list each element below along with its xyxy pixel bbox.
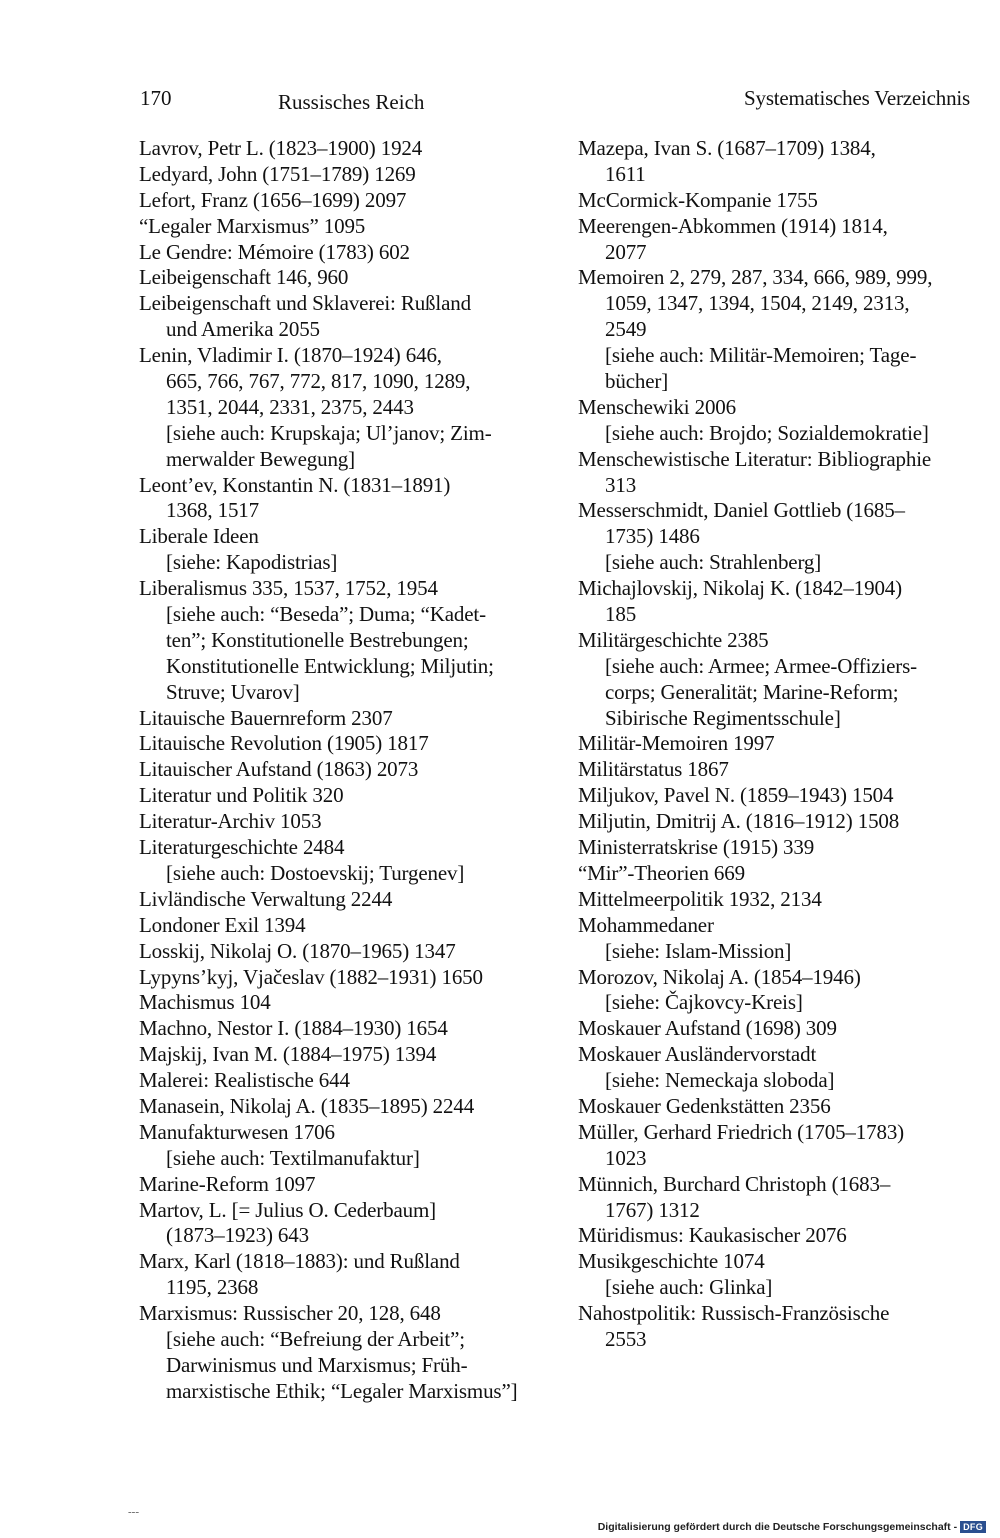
index-entry-continuation: [siehe: Kapodistrias] — [166, 550, 338, 575]
index-entry: Leibeigenschaft 146, 960 — [139, 265, 349, 290]
index-entry-continuation: [siehe auch: Brojdo; Sozialdemokratie] — [605, 420, 929, 445]
index-entry: Mittelmeerpolitik 1932, 2134 — [578, 886, 822, 911]
index-entry: Le Gendre: Mémoire (1783) 602 — [139, 239, 410, 264]
index-entry: Memoiren 2, 279, 287, 334, 666, 989, 999, — [578, 265, 933, 290]
index-entry: Ledyard, John (1751–1789) 1269 — [139, 161, 416, 186]
footer-credit — [598, 1521, 986, 1533]
index-entry: Menschewistische Literatur: Bibliographie — [578, 446, 932, 471]
index-entry-continuation: corps; Generalität; Marine-Reform; — [605, 679, 899, 704]
index-entry: Mazepa, Ivan S. (1687–1709) 1384, — [578, 136, 876, 160]
index-entry-continuation: [siehe auch: “Beseda”; Duma; “Kadet- — [166, 602, 486, 627]
index-entry-continuation: 1195, 2368 — [166, 1275, 259, 1300]
index-entry: Losskij, Nikolaj O. (1870–1965) 1347 — [139, 938, 456, 963]
index-entry: Morozov, Nikolaj A. (1854–1946) — [578, 964, 861, 989]
index-entry: Messerschmidt, Daniel Gottlieb (1685– — [578, 498, 905, 523]
index-entry-continuation: 665, 766, 767, 772, 817, 1090, 1289, — [166, 369, 471, 394]
index-entry: Literatur-Archiv 1053 — [139, 809, 322, 834]
index-entry-continuation: 1735) 1486 — [605, 524, 700, 549]
index-entry: Litauische Revolution (1905) 1817 — [139, 731, 429, 756]
index-entry: Meerengen-Abkommen (1914) 1814, — [578, 213, 888, 238]
index-entry: Ministerratskrise (1915) 339 — [578, 835, 815, 860]
index-entry-continuation: Sibirische Regimentsschule] — [605, 705, 841, 730]
page-header — [140, 86, 970, 116]
index-entry: Moskauer Ausländervorstadt — [578, 1042, 817, 1067]
index-entry-continuation: [siehe auch: Militär-Memoiren; Tage- — [605, 343, 917, 368]
index-entry-continuation: marxistische Ethik; “Legaler Marxismus”] — [166, 1378, 518, 1403]
index-entry-continuation: merwalder Bewegung] — [166, 446, 355, 471]
index-entry-continuation: Struve; Uvarov] — [166, 679, 300, 704]
index-entry-continuation: [siehe: Nemeckaja sloboda] — [605, 1068, 835, 1093]
index-column-right — [578, 136, 978, 1353]
index-entry: Miljutin, Dmitrij A. (1816–1912) 1508 — [578, 809, 900, 834]
index-entry: Majskij, Ivan M. (1884–1975) 1394 — [139, 1042, 437, 1067]
index-entry: Manufakturwesen 1706 — [139, 1119, 335, 1144]
index-entry: Militär-Memoiren 1997 — [578, 731, 775, 756]
index-entry: Martov, L. [= Julius O. Cederbaum] — [139, 1197, 436, 1222]
index-entry: Machismus 104 — [139, 990, 271, 1015]
index-entry: Londoner Exil 1394 — [139, 912, 306, 937]
dfg-logo-icon: DFG — [960, 1521, 986, 1533]
index-entry-continuation: [siehe auch: Dostoevskij; Turgenev] — [166, 860, 465, 885]
index-entry-continuation: [siehe auch: Textilmanufaktur] — [166, 1145, 420, 1170]
footer-mark: --- — [128, 1506, 139, 1518]
index-entry-continuation: ten”; Konstitutionelle Bestrebungen; — [166, 627, 469, 652]
page-number: 170 — [140, 86, 172, 110]
index-entry-continuation: [siehe auch: Krupskaja; Ul’janov; Zim- — [166, 420, 492, 445]
index-entry: Marx, Karl (1818–1883): und Rußland — [139, 1249, 460, 1274]
index-entry: Liberalismus 335, 1537, 1752, 1954 — [139, 576, 438, 601]
index-entry-continuation: und Amerika 2055 — [166, 317, 320, 342]
index-entry-continuation: 1767) 1312 — [605, 1197, 700, 1222]
index-entry-continuation: 2549 — [605, 317, 647, 342]
index-entry: Literaturgeschichte 2484 — [139, 835, 345, 860]
index-entry: Machno, Nestor I. (1884–1930) 1654 — [139, 1016, 448, 1041]
index-entry: Müridismus: Kaukasischer 2076 — [578, 1223, 847, 1248]
index-entry-continuation: 1351, 2044, 2331, 2375, 2443 — [166, 394, 414, 419]
index-entry-continuation: 1023 — [605, 1145, 647, 1170]
index-entry: Lenin, Vladimir I. (1870–1924) 646, — [139, 343, 442, 368]
index-entry: Lefort, Franz (1656–1699) 2097 — [139, 187, 407, 212]
index-entry: “Legaler Marxismus” 1095 — [139, 213, 366, 238]
index-entry: Marine-Reform 1097 — [139, 1171, 316, 1196]
index-entry-continuation: 313 — [605, 472, 637, 497]
index-entry-continuation: [siehe auch: Strahlenberg] — [605, 550, 822, 575]
index-entry-continuation: 2077 — [605, 239, 647, 264]
running-title: Russisches Reich — [278, 90, 425, 114]
index-entry: Manasein, Nikolaj A. (1835–1895) 2244 — [139, 1093, 475, 1118]
index-entry: Nahostpolitik: Russisch-Französische — [578, 1301, 890, 1326]
index-entry: Litauische Bauernreform 2307 — [139, 705, 393, 730]
footer-credit-text: Digitalisierung gefördert durch die Deutsche Forschungsgemeinschaft - — [597, 1521, 958, 1533]
index-entry: Militärstatus 1867 — [578, 757, 729, 782]
index-entry-continuation: [siehe auch: Armee; Armee-Offiziers- — [605, 653, 917, 678]
index-entry: Leont’ev, Konstantin N. (1831–1891) — [139, 472, 451, 497]
index-entry-continuation: Konstitutionelle Entwicklung; Miljutin; — [166, 653, 494, 678]
index-entry-continuation: [siehe auch: “Befreiung der Arbeit”; — [166, 1326, 465, 1351]
index-entry: Marxismus: Russischer 20, 128, 648 — [139, 1301, 441, 1326]
index-entry: Litauischer Aufstand (1863) 2073 — [139, 757, 419, 782]
index-entry: Lypyns’kyj, Vjačeslav (1882–1931) 1650 — [139, 964, 483, 989]
index-entry: Militärgeschichte 2385 — [578, 627, 769, 652]
index-entry: Münnich, Burchard Christoph (1683– — [578, 1171, 891, 1196]
index-entry-continuation: Darwinismus und Marxismus; Früh- — [166, 1352, 468, 1377]
index-entry: Livländische Verwaltung 2244 — [139, 886, 393, 911]
index-entry-continuation: [siehe: Čajkovcy-Kreis] — [605, 990, 803, 1015]
index-entry-continuation: bücher] — [605, 369, 669, 394]
index-entry-continuation: (1873–1923) 643 — [166, 1223, 309, 1248]
index-entry: Miljukov, Pavel N. (1859–1943) 1504 — [578, 783, 894, 808]
index-entry: Müller, Gerhard Friedrich (1705–1783) — [578, 1119, 905, 1144]
section-title: Systematisches Verzeichnis — [744, 86, 970, 110]
index-entry: Menschewiki 2006 — [578, 394, 736, 419]
index-column-left — [139, 136, 579, 1405]
index-entry-continuation: 1368, 1517 — [166, 498, 260, 523]
index-entry-continuation: 185 — [605, 602, 637, 627]
index-entry: Moskauer Aufstand (1698) 309 — [578, 1016, 837, 1041]
index-entry-continuation: [siehe auch: Glinka] — [605, 1275, 773, 1300]
index-entry: Moskauer Gedenkstätten 2356 — [578, 1093, 831, 1118]
index-entry: Michajlovskij, Nikolaj K. (1842–1904) — [578, 576, 903, 601]
index-entry: Mohammedaner — [578, 912, 714, 937]
index-entry-continuation: [siehe: Islam-Mission] — [605, 938, 792, 963]
index-entry-continuation: 1059, 1347, 1394, 1504, 2149, 2313, — [605, 291, 910, 316]
index-entry: Lavrov, Petr L. (1823–1900) 1924 — [139, 136, 423, 160]
index-entry-continuation: 1611 — [605, 161, 646, 186]
index-entry-continuation: 2553 — [605, 1326, 647, 1351]
index-entry: Musikgeschichte 1074 — [578, 1249, 765, 1274]
index-entry: “Mir”-Theorien 669 — [578, 860, 745, 885]
index-entry: Literatur und Politik 320 — [139, 783, 344, 808]
index-entry: Liberale Ideen — [139, 524, 259, 549]
index-entry: Leibeigenschaft und Sklaverei: Rußland — [139, 291, 471, 316]
index-entry: McCormick-Kompanie 1755 — [578, 187, 818, 212]
index-entry: Malerei: Realistische 644 — [139, 1068, 350, 1093]
